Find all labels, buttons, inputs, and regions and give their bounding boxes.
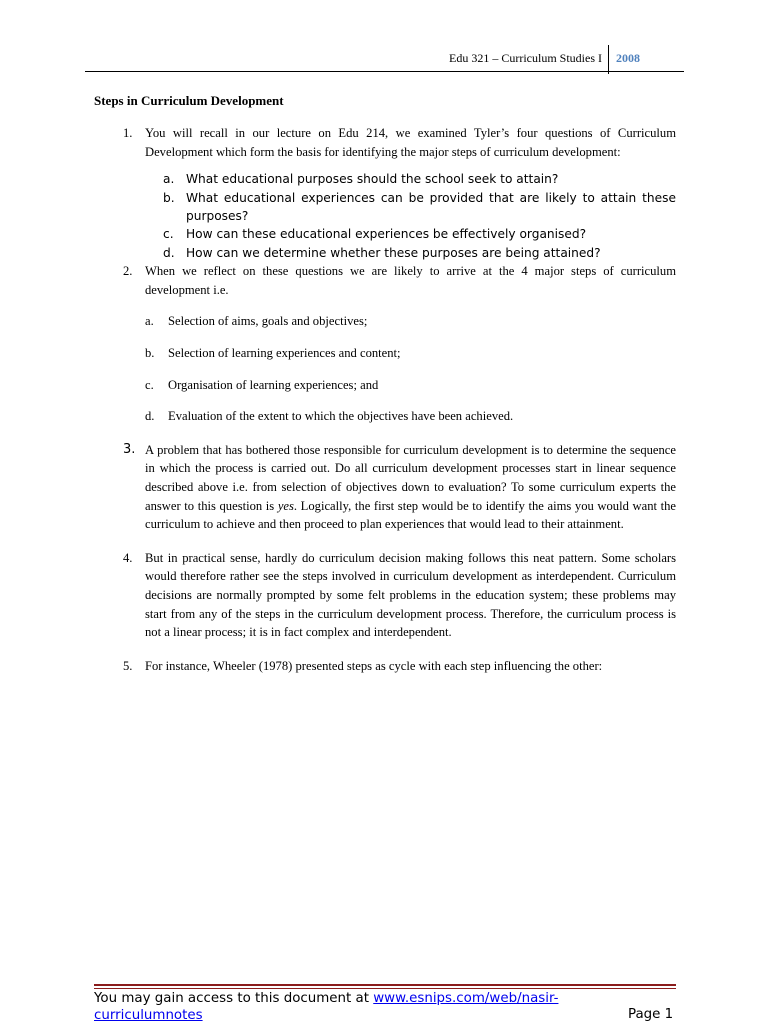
- paragraph-text: When we reflect on these questions we are likely to arrive at the 4 major steps of curriculum development i.e.: [145, 264, 676, 297]
- sub-item: [94, 312, 676, 331]
- sub-item: [94, 376, 676, 395]
- paragraph-text: [145, 441, 676, 534]
- tyler-questions-list: [94, 170, 676, 262]
- sub-item: [94, 225, 676, 243]
- document-body: [94, 124, 676, 675]
- list-number: 4.: [123, 550, 133, 565]
- sub-letter: a.: [145, 314, 154, 329]
- header-rule: [85, 71, 684, 72]
- sub-letter: d.: [163, 245, 175, 260]
- sub-text: Organisation of learning experiences; and: [168, 377, 379, 392]
- list-number: 5.: [123, 658, 133, 673]
- sub-text: How can we determine whether these purposes are being attained?: [186, 245, 601, 260]
- footer-link[interactable]: www.esnips.com/web/nasir-curriculumnotes: [94, 991, 559, 1023]
- paragraph-text-part: . Logically, the first step would be to identify the aims you would want the curriculum to achieve and then proceed to plan experiences that would lead to their attainment.: [145, 498, 676, 532]
- list-item-2: [94, 262, 676, 299]
- sub-item: [94, 344, 676, 363]
- footer-rule: [94, 988, 676, 989]
- sub-item: [94, 189, 676, 226]
- sub-text: What educational experiences can be provided that are likely to attain these purposes?: [186, 190, 676, 223]
- footer-text: You may gain access to this document at: [94, 991, 374, 1006]
- paragraph-text-part: A problem that has bothered those responsible for curriculum development is to determine the sequence in which the process is carried out. Do all curriculum development processes start in linear sequence described above i.e. from selection of objectives down to evaluation? To some curriculum experts the answer to this question is: [145, 442, 676, 513]
- list-item-1: [94, 124, 676, 161]
- sub-item: [94, 170, 676, 188]
- sub-text: What educational purposes should the school seek to attain?: [186, 172, 559, 187]
- sub-letter: b.: [145, 346, 155, 360]
- sub-text: Selection of aims, goals and objectives;: [168, 314, 368, 329]
- sub-letter: c.: [145, 377, 154, 392]
- paragraph-text: For instance, Wheeler (1978) presented steps as cycle with each step influencing the other:: [145, 658, 603, 673]
- list-number: 2.: [123, 264, 133, 279]
- list-item-5: [94, 657, 676, 676]
- emphasis-text: yes: [277, 498, 294, 513]
- list-item-4: [94, 549, 676, 642]
- sub-text: Selection of learning experiences and content;: [168, 346, 401, 360]
- sub-text: How can these educational experiences be effectively organised?: [186, 227, 587, 242]
- sub-item: [94, 407, 676, 426]
- list-number: 3.: [123, 441, 136, 457]
- header-separator: [608, 45, 609, 74]
- sub-letter: a.: [163, 172, 175, 187]
- footer-note: [94, 990, 614, 1024]
- sub-item: [94, 244, 676, 262]
- major-steps-list: [94, 312, 676, 425]
- list-item-3: [94, 441, 676, 534]
- page-header: [0, 44, 768, 74]
- page-number: Page 1: [628, 1007, 674, 1022]
- sub-text: Evaluation of the extent to which the objectives have been achieved.: [168, 409, 514, 424]
- sub-letter: d.: [145, 409, 155, 424]
- header-course-title: Edu 321 – Curriculum Studies I: [449, 51, 602, 65]
- paragraph-text: But in practical sense, hardly do curriculum decision making follows this neat pattern. Some scholars would therefore rather see the steps involved in curriculum development as interdependent. Curriculum decisions are normally prompted by some felt problems in the education system; these problems may start from any of the steps in the curriculum development process. Therefore, the curriculum process is not a linear process; it is in fact complex and interdependent.: [145, 550, 676, 640]
- header-year: 2008: [616, 51, 640, 65]
- paragraph-text: You will recall in our lecture on Edu 214, we examined Tyler’s four questions of Curriculum Development which form the basis for identifying the major steps of curriculum development:: [145, 126, 676, 159]
- page-title: Steps in Curriculum Development: [94, 93, 284, 108]
- list-number: 1.: [123, 126, 133, 140]
- sub-letter: b.: [163, 190, 175, 205]
- footer-rule: [94, 984, 676, 986]
- sub-letter: c.: [163, 227, 174, 242]
